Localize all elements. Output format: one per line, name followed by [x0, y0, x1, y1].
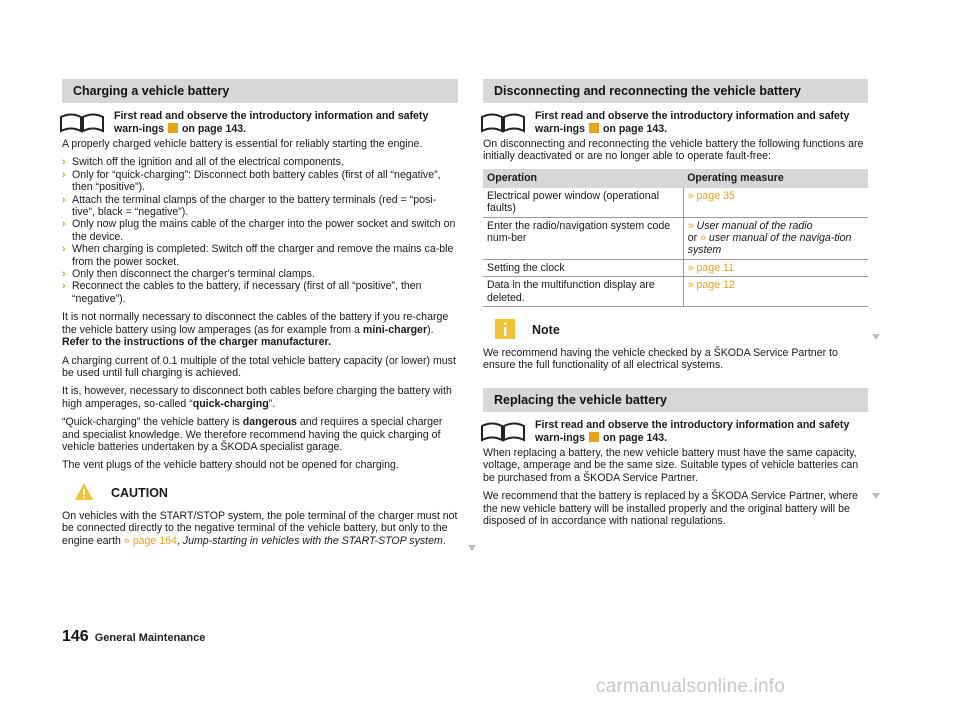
- chevron-right-icon: ›: [62, 268, 66, 281]
- chevron-right-icon: ›: [62, 193, 66, 206]
- column-header: Operating measure: [683, 169, 868, 188]
- section-end-icon: [872, 334, 880, 340]
- column-header: Operation: [483, 169, 683, 188]
- section-title: Replacing the vehicle battery: [483, 388, 868, 412]
- table-row: Enter the radio/navigation system code num-ber » User manual of the radio or » user manual of the naviga-tion system: [483, 217, 868, 259]
- note-title: Note: [532, 323, 560, 338]
- intro-text: First read and observe the introductory information and safety warn-ings: [114, 110, 429, 135]
- caution-text: On vehicles with the START/STOP system, the pole terminal of the charger must not be connected directly to the negative terminal of the vehicle battery, but only to the engine earth » page 164, Jump-starting in vehicles with the START-STOP system.: [62, 509, 458, 547]
- page-link[interactable]: » page 164: [123, 534, 177, 547]
- list-item: › Attach the terminal clamps of the charger to the battery terminals (red = “posi-tive”, black = “negative”).: [62, 193, 437, 219]
- page-link[interactable]: » page 11: [687, 261, 735, 274]
- page-link[interactable]: » page 12: [687, 279, 735, 292]
- section-end-icon: [468, 545, 476, 551]
- left-column: [62, 79, 458, 553]
- note-text: We recommend having the vehicle checked by a ŠKODA Service Partner to ensure the full functionality of all electrical systems.: [483, 347, 838, 372]
- warning-icon: [168, 123, 178, 133]
- chevron-right-icon: ›: [62, 218, 66, 231]
- paragraph: On disconnecting and reconnecting the vehicle battery the following functions are initially deactivated or are no longer able to operate fault-free:: [483, 138, 864, 163]
- intro-text: First read and observe the introductory information and safety warn-ings: [535, 110, 850, 135]
- table-row: Setting the clock » page 11: [483, 259, 868, 276]
- caution-triangle-icon: [74, 482, 94, 502]
- paragraph: A charging current of 0.1 multiple of the total vehicle battery capacity (or lower) must be used until full charging is achieved.: [62, 354, 456, 379]
- section-title: Disconnecting and reconnecting the vehicle battery: [483, 79, 868, 103]
- operations-table: [483, 169, 868, 307]
- list-item: › Reconnect the cables to the battery, if necessary (first of all “positive”, then “negative”).: [62, 280, 422, 305]
- note-header: [483, 319, 868, 341]
- warning-icon: [589, 432, 599, 442]
- section-end-icon: [872, 493, 880, 499]
- list-item: › Only then disconnect the charger's terminal clamps.: [62, 268, 315, 281]
- paragraph: It is, however, necessary to disconnect both cables before charging the battery with high amperages, so-called “quick-charging”.: [62, 385, 452, 410]
- page-number: 146: [62, 628, 89, 645]
- info-icon: [495, 319, 515, 339]
- chevron-right-icon: ›: [62, 168, 66, 181]
- paragraph: “Quick-charging” the vehicle battery is dangerous and requires a special charger and specialist knowledge. We therefore recommend having the quick charging of vehicle batteries undertaken by a ŠKODA specialist garage.: [62, 416, 443, 453]
- intro-text: First read and observe the introductory information and safety warn-ings: [535, 418, 850, 444]
- intro-page-ref: on page 143.: [181, 123, 247, 135]
- open-book-icon: [60, 111, 104, 133]
- chevron-right-icon: ›: [62, 156, 66, 169]
- list-item: › Only for “quick-charging”: Disconnect both battery cables (first of all “negative”, then “positive”).: [62, 168, 441, 194]
- open-book-icon: [481, 111, 525, 133]
- right-column: [483, 79, 868, 533]
- section-title: Charging a vehicle battery: [62, 79, 458, 103]
- table-row: Electrical power window (operational faults) » page 35: [483, 188, 868, 217]
- table-row: Data in the multifunction display are deleted. » page 12: [483, 277, 868, 307]
- caution-header: [62, 482, 458, 504]
- paragraph: It is not normally necessary to disconnect the cables of the battery if you re-charge the vehicle battery using low amperages (as for example from a mini-charger). Refer to the instructions of the charger manufacturer.: [62, 311, 449, 349]
- chevron-right-icon: ›: [62, 280, 66, 293]
- paragraph: We recommend that the battery is replaced by a ŠKODA Service Partner, where the new vehicle battery will be installed properly and the original battery will be disposed of in accordance with national regulations.: [483, 490, 858, 527]
- step-list: [62, 156, 458, 305]
- table-header-row: [483, 169, 868, 188]
- warning-icon: [589, 123, 599, 133]
- paragraph: A properly charged vehicle battery is essential for reliably starting the engine.: [62, 138, 423, 150]
- caution-title: CAUTION: [111, 485, 168, 500]
- page-link[interactable]: » page 35: [687, 189, 735, 202]
- chevron-right-icon: ›: [62, 243, 66, 256]
- open-book-icon: [481, 420, 525, 442]
- intro-page-ref: on page 143.: [602, 123, 668, 135]
- footer-section: General Maintenance: [94, 632, 206, 644]
- paragraph: The vent plugs of the vehicle battery should not be opened for charging.: [62, 459, 399, 472]
- page-footer: [62, 628, 205, 646]
- intro-note: [483, 110, 868, 138]
- paragraph: When replacing a battery, the new vehicle battery must have the same capacity, voltage, amperage and be the same size. Suitable types of vehicle batteries can be purchased from a ŠKODA Service Partner.: [483, 446, 859, 484]
- intro-note: [62, 110, 458, 138]
- list-item: › Only now plug the mains cable of the charger into the power socket and switch on the device.: [62, 218, 456, 243]
- watermark: carmanualsonline.info: [596, 676, 786, 697]
- list-item: › When charging is completed: Switch off the charger and remove the mains ca-ble from the power socket.: [62, 243, 454, 268]
- list-item: › Switch off the ignition and all of the electrical components.: [62, 156, 344, 169]
- intro-note: [483, 419, 868, 447]
- intro-page-ref: on page 143.: [602, 431, 668, 444]
